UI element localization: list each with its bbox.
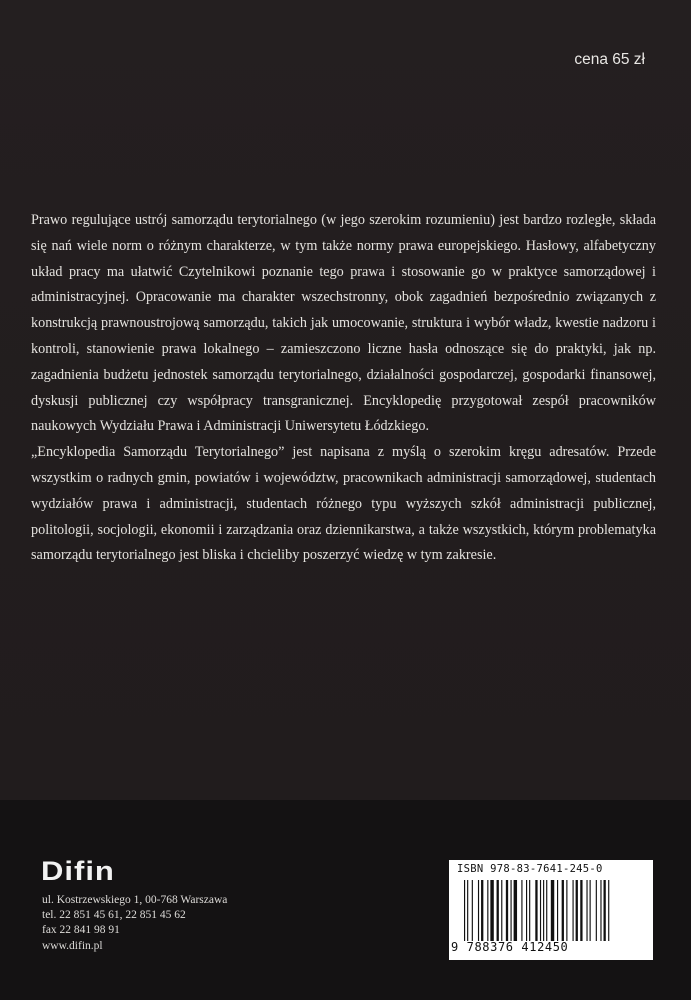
barcode-icon [462, 880, 650, 941]
publisher-address [42, 893, 227, 954]
publisher-website: www.difin.pl [42, 939, 103, 952]
address-street: ul. Kostrzewskiego 1, 00-768 Warszawa [42, 894, 228, 906]
description-paragraph-2: „Encyklopedia Samorządu Terytorialnego” jest napisana z myślą o szerokim kręgu adresatów. Przede wszystkim o radnych gmin, powiatów i województw, pracownikach administracji samorządowej, studentach wydziałów prawa i administracji, studentach różnego typu wyższych szkół administracji publicznej, politologii, socjologii, ekonomii i zarządzania oraz dziennikarstwa, a także wszystkich, którym problematyka samorządu terytorialnego jest bliska i chcieliby poszerzyć wiedzę w tym zakresie. [31, 444, 656, 564]
ean-digits: 9 788376 412450 [451, 940, 569, 954]
address-fax: fax 22 841 98 91 [42, 924, 120, 937]
address-phone: tel. 22 851 45 61, 22 851 45 62 [42, 909, 186, 922]
isbn-label: ISBN 978-83-7641-245-0 [457, 863, 603, 875]
description-paragraph-1: Prawo regulujące ustrój samorządu terytorialnego (w jego szerokim rozumieniu) jest bardzo rozległe, składa się nań wiele norm o różnym charakterze, w tym także normy prawa europejskiego. Hasłowy, alfabetyczny układ pracy ma ułatwić Czytelnikowi poznanie tego prawa i stosowanie go w praktyce samorządowej i administracyjnej. Opracowanie ma charakter wszechstronny, obok zagadnień bezpośrednio związanych z konstrukcją prawnoustrojową samorządu, takich jak umocowanie, struktura i wybór władz, kwestie nadzoru i kontroli, stanowienie prawa lokalnego – zamieszczono liczne hasła odnoszące się do praktyki, jak np. zagadnienia budżetu jednostek samorządu terytorialnego, działalności gospodarczej, gospodarki finansowej, dyskusji publicznej czy współpracy transgranicznej. Encyklopedię przygotował zespół pracowników naukowych Wydziału Prawa i Administracji Uniwersytetu Łódzkiego. [31, 212, 656, 435]
publisher-logo: Difin [41, 856, 115, 887]
description-text [31, 208, 656, 569]
barcode-box [449, 860, 653, 960]
price-label: cena 65 zł [574, 51, 645, 68]
